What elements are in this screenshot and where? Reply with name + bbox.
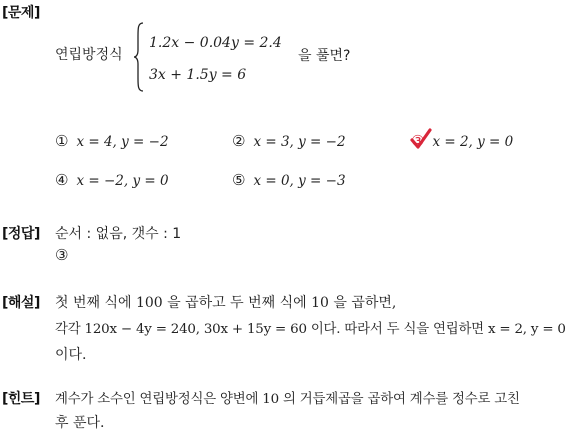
option-2[interactable] (232, 132, 346, 150)
answer-summary: 순서 : 없음, 갯수 : 1 (55, 226, 182, 242)
option-5-text: x = 0, y = −3 (253, 173, 346, 189)
explanation-line-2: 각각 120x − 4y = 240, 30x + 15y = 60 이다. 따라서 두 식을 연립하면 x = 2, y = 0 (55, 322, 566, 337)
option-4[interactable] (55, 171, 169, 189)
option-2-number: ② (232, 132, 246, 150)
equation-brace (134, 22, 144, 92)
answer-value: ③ (55, 246, 69, 264)
hint-line-1: 계수가 소수인 연립방정식은 양변에 10 의 거듭제곱을 곱하여 계수를 정수로 고친 (55, 392, 520, 407)
problem-suffix: 을 풀면? (298, 48, 351, 64)
problem-prefix: 연립방정식 (55, 47, 123, 63)
equation-2: 3x + 1.5y = 6 (149, 67, 247, 83)
option-1-number: ① (55, 132, 69, 150)
option-1[interactable] (55, 132, 169, 150)
option-4-number: ④ (55, 171, 69, 189)
explanation-line-3: 이다. (55, 347, 87, 363)
hint-tag: [힌트] (2, 391, 40, 407)
explanation-tag: [해설] (2, 295, 40, 311)
option-5[interactable] (232, 171, 346, 189)
answer-tag: [정답] (2, 226, 40, 242)
equation-1: 1.2x − 0.04y = 2.4 (149, 35, 282, 51)
problem-tag: [문제] (2, 5, 40, 21)
explanation-line-1: 첫 번째 식에 100 을 곱하고 두 번째 식에 10 을 곱하면, (55, 295, 397, 311)
option-3-text: x = 2, y = 0 (432, 134, 514, 150)
option-1-text: x = 4, y = −2 (76, 134, 169, 150)
option-4-text: x = −2, y = 0 (76, 173, 169, 189)
option-5-number: ⑤ (232, 171, 246, 189)
checkmark-icon (410, 128, 432, 150)
option-3-number: ③ (411, 132, 425, 150)
hint-line-2: 후 푼다. (55, 415, 105, 431)
option-2-text: x = 3, y = −2 (253, 134, 346, 150)
